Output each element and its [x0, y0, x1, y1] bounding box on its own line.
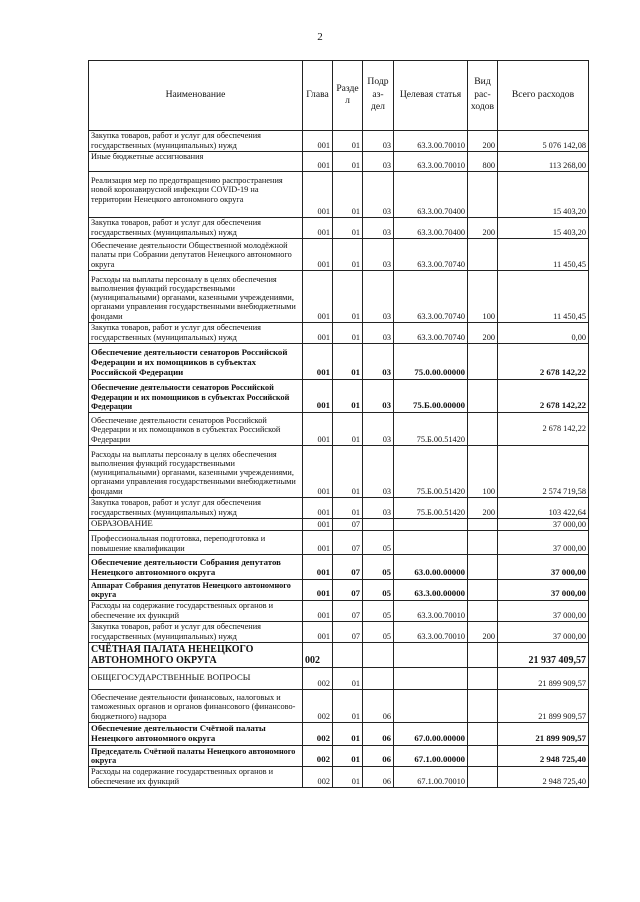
row-statya — [394, 690, 468, 723]
row-vid: 200 — [468, 622, 498, 643]
row-razdel: 01 — [333, 344, 363, 380]
row-podrazdel: 03 — [363, 380, 394, 413]
row-podrazdel: 05 — [363, 580, 394, 601]
header-glava: Глава — [303, 61, 333, 131]
header-total: Всего расходов — [498, 61, 589, 131]
row-vid — [468, 601, 498, 622]
row-name: ОБРАЗОВАНИЕ — [89, 519, 303, 531]
row-statya — [394, 531, 468, 555]
row-glava: 002 — [303, 690, 333, 723]
row-razdel: 07 — [333, 531, 363, 555]
row-name: Закупка товаров, работ и услуг для обеспечения государственных (муниципальных) нужд — [89, 498, 303, 519]
row-razdel: 01 — [333, 723, 363, 746]
row-podrazdel — [363, 519, 394, 531]
row-vid: 200 — [468, 323, 498, 344]
row-podrazdel: 06 — [363, 723, 394, 746]
table-row — [89, 746, 589, 767]
row-name: Расходы на содержание государственных органов и обеспечение их функций — [89, 601, 303, 622]
row-glava: 001 — [303, 131, 333, 152]
row-total: 2 948 725,40 — [498, 767, 589, 788]
row-name: Иные бюджетные ассигнования — [89, 152, 303, 172]
row-podrazdel: 03 — [363, 172, 394, 218]
row-podrazdel: 05 — [363, 622, 394, 643]
row-podrazdel: 03 — [363, 239, 394, 271]
row-glava: 001 — [303, 413, 333, 446]
row-total: 2 948 725,40 — [498, 746, 589, 767]
row-total: 103 422,64 — [498, 498, 589, 519]
table-row — [89, 152, 589, 172]
row-vid — [468, 555, 498, 580]
table-row — [89, 723, 589, 746]
row-glava: 001 — [303, 239, 333, 271]
row-name: Председатель Счётной палаты Ненецкого автономного округа — [89, 746, 303, 767]
table-row — [89, 622, 589, 643]
header-statya: Целевая статья — [394, 61, 468, 131]
row-podrazdel: 03 — [363, 131, 394, 152]
row-name: Расходы на выплаты персоналу в целях обеспечения выполнения функций государственными (муниципальными) органами, казенными учреждениями, органами управления государственными внебюджетными фондами — [89, 271, 303, 323]
row-name: Профессиональная подготовка, переподготовка и повышение квалификации — [89, 531, 303, 555]
row-name: Расходы на содержание государственных органов и обеспечение их функций — [89, 767, 303, 788]
row-podrazdel: 05 — [363, 601, 394, 622]
budget-table — [88, 60, 589, 788]
row-razdel: 07 — [333, 519, 363, 531]
row-podrazdel: 03 — [363, 498, 394, 519]
row-statya: 63.3.00.70400 — [394, 172, 468, 218]
row-glava: 001 — [303, 323, 333, 344]
row-total: 11 450,45 — [498, 239, 589, 271]
row-name: Обеспечение деятельности Собрания депутатов Ненецкого автономного округа — [89, 555, 303, 580]
page-number: 2 — [317, 31, 323, 43]
row-total: 2 678 142,22 — [498, 344, 589, 380]
row-podrazdel: 05 — [363, 555, 394, 580]
row-glava: 001 — [303, 531, 333, 555]
row-total: 15 403,20 — [498, 218, 589, 239]
row-vid — [468, 519, 498, 531]
row-vid — [468, 690, 498, 723]
row-total: 113 268,00 — [498, 152, 589, 172]
row-razdel: 01 — [333, 690, 363, 723]
table-row — [89, 131, 589, 152]
table-row — [89, 218, 589, 239]
table-row — [89, 555, 589, 580]
row-glava: 002 — [303, 767, 333, 788]
row-razdel: 01 — [333, 131, 363, 152]
row-podrazdel: 05 — [363, 531, 394, 555]
row-statya: 63.3.00.70010 — [394, 131, 468, 152]
row-glava: 001 — [303, 380, 333, 413]
row-statya: 75.Б.00.51420 — [394, 498, 468, 519]
row-podrazdel: 06 — [363, 746, 394, 767]
row-total: 37 000,00 — [498, 580, 589, 601]
table-row — [89, 498, 589, 519]
row-name: Закупка товаров, работ и услуг для обеспечения государственных (муниципальных) нужд — [89, 323, 303, 344]
row-name: Обеспечение деятельности Счётной палаты Ненецкого автономного округа — [89, 723, 303, 746]
table-row — [89, 519, 589, 531]
row-glava: 002 — [303, 668, 333, 690]
row-statya: 63.0.00.00000 — [394, 555, 468, 580]
row-name: Обеспечение деятельности сенаторов Российской Федерации и их помощников в субъектах Российской Федерации — [89, 413, 303, 446]
row-podrazdel: 03 — [363, 218, 394, 239]
table-header-row — [89, 61, 589, 131]
row-statya: 67.0.00.00000 — [394, 723, 468, 746]
row-glava: 001 — [303, 601, 333, 622]
row-podrazdel: 03 — [363, 271, 394, 323]
row-podrazdel: 03 — [363, 152, 394, 172]
row-glava: 001 — [303, 580, 333, 601]
row-statya: 63.3.00.70010 — [394, 622, 468, 643]
row-vid: 200 — [468, 131, 498, 152]
row-podrazdel — [363, 668, 394, 690]
row-glava: 001 — [303, 519, 333, 531]
row-razdel: 01 — [333, 767, 363, 788]
table-row — [89, 690, 589, 723]
row-name: Обеспечение деятельности Общественной молодёжной палаты при Собрании депутатов Ненецкого автономного округа — [89, 239, 303, 271]
row-razdel: 01 — [333, 413, 363, 446]
row-total: 37 000,00 — [498, 622, 589, 643]
table-row — [89, 239, 589, 271]
table-row — [89, 323, 589, 344]
table-row — [89, 413, 589, 446]
row-statya: 63.3.00.70010 — [394, 601, 468, 622]
row-statya: 75.Б.00.51420 — [394, 446, 468, 498]
row-razdel: 01 — [333, 323, 363, 344]
table-row — [89, 601, 589, 622]
row-total: 5 076 142,08 — [498, 131, 589, 152]
row-total: 21 899 909,57 — [498, 723, 589, 746]
row-name: Закупка товаров, работ и услуг для обеспечения государственных (муниципальных) нужд — [89, 622, 303, 643]
row-razdel: 01 — [333, 152, 363, 172]
table-body — [89, 131, 589, 788]
table-row — [89, 344, 589, 380]
row-vid: 100 — [468, 271, 498, 323]
row-glava: 001 — [303, 344, 333, 380]
table-row — [89, 271, 589, 323]
row-total: 2 678 142,22 — [498, 380, 589, 413]
row-vid: 200 — [468, 218, 498, 239]
table-row — [89, 580, 589, 601]
row-vid — [468, 580, 498, 601]
row-statya — [394, 668, 468, 690]
row-name: Реализация мер по предотвращению распространения новой коронавирусной инфекции COVID-19 на территории Ненецкого автономного округа — [89, 172, 303, 218]
row-total: 2 574 719,58 — [498, 446, 589, 498]
row-total: 37 000,00 — [498, 519, 589, 531]
row-name: ОБЩЕГОСУДАРСТВЕННЫЕ ВОПРОСЫ — [89, 668, 303, 690]
header-name: Наименование — [89, 61, 303, 131]
row-total: 37 000,00 — [498, 531, 589, 555]
row-statya — [394, 519, 468, 531]
row-razdel: 07 — [333, 622, 363, 643]
row-total: 21 899 909,57 — [498, 690, 589, 723]
row-glava: 002 — [303, 746, 333, 767]
row-podrazdel: 03 — [363, 323, 394, 344]
row-podrazdel: 03 — [363, 344, 394, 380]
row-vid — [468, 239, 498, 271]
row-razdel: 07 — [333, 555, 363, 580]
row-glava: 001 — [303, 271, 333, 323]
row-vid — [468, 643, 498, 668]
table-row — [89, 172, 589, 218]
row-razdel — [333, 643, 363, 668]
row-statya: 67.1.00.00000 — [394, 746, 468, 767]
row-vid — [468, 413, 498, 446]
row-name: Расходы на выплаты персоналу в целях обеспечения выполнения функций государственными (муниципальными) органами, казенными учреждениями, органами управления государственными внебюджетными фондами — [89, 446, 303, 498]
row-vid — [468, 344, 498, 380]
row-glava: 002 — [303, 723, 333, 746]
row-vid — [468, 767, 498, 788]
row-vid: 800 — [468, 152, 498, 172]
table-row — [89, 531, 589, 555]
row-razdel: 01 — [333, 172, 363, 218]
row-statya: 63.3.00.70740 — [394, 239, 468, 271]
table-row — [89, 767, 589, 788]
row-glava: 001 — [303, 498, 333, 519]
row-vid — [468, 668, 498, 690]
row-total: 11 450,45 — [498, 271, 589, 323]
row-statya: 67.1.00.70010 — [394, 767, 468, 788]
row-glava: 001 — [303, 446, 333, 498]
row-vid — [468, 531, 498, 555]
row-statya: 63.3.00.70400 — [394, 218, 468, 239]
row-razdel: 01 — [333, 239, 363, 271]
row-statya: 75.Б.00.00000 — [394, 380, 468, 413]
row-vid — [468, 723, 498, 746]
row-total: 0,00 — [498, 323, 589, 344]
row-name: Аппарат Собрания депутатов Ненецкого автономного округа — [89, 580, 303, 601]
row-razdel: 01 — [333, 218, 363, 239]
row-total: 21 899 909,57 — [498, 668, 589, 690]
row-glava: 001 — [303, 555, 333, 580]
row-glava: 001 — [303, 622, 333, 643]
row-statya: 63.3.00.00000 — [394, 580, 468, 601]
row-vid — [468, 746, 498, 767]
row-name: Обеспечение деятельности сенаторов Российской Федерации и их помощников в субъектах Российской Федерации — [89, 380, 303, 413]
row-podrazdel: 06 — [363, 690, 394, 723]
row-vid — [468, 380, 498, 413]
row-podrazdel — [363, 643, 394, 668]
row-vid — [468, 172, 498, 218]
row-statya: 63.3.00.70740 — [394, 271, 468, 323]
row-podrazdel: 06 — [363, 767, 394, 788]
row-statya: 75.0.00.00000 — [394, 344, 468, 380]
row-name: СЧЁТНАЯ ПАЛАТА НЕНЕЦКОГО АВТОНОМНОГО ОКРУГА — [89, 643, 303, 668]
row-name: Закупка товаров, работ и услуг для обеспечения государственных (муниципальных) нужд — [89, 218, 303, 239]
row-name: Обеспечение деятельности сенаторов Российской Федерации и их помощников в субъектах Российской Федерации — [89, 344, 303, 380]
row-podrazdel: 03 — [363, 413, 394, 446]
row-razdel: 01 — [333, 380, 363, 413]
row-vid: 200 — [468, 498, 498, 519]
row-glava: 001 — [303, 218, 333, 239]
table-row — [89, 380, 589, 413]
row-razdel: 07 — [333, 580, 363, 601]
row-statya: 63.3.00.70740 — [394, 323, 468, 344]
header-razdel: Разде л — [333, 61, 363, 131]
row-razdel: 01 — [333, 746, 363, 767]
row-total: 15 403,20 — [498, 172, 589, 218]
row-statya — [394, 643, 468, 668]
row-vid: 100 — [468, 446, 498, 498]
table-row — [89, 446, 589, 498]
row-statya: 75.Б.00.51420 — [394, 413, 468, 446]
row-glava: 001 — [303, 152, 333, 172]
row-total: 21 937 409,57 — [498, 643, 589, 668]
row-glava: 002 — [303, 643, 333, 668]
row-razdel: 07 — [333, 601, 363, 622]
table-row — [89, 643, 589, 668]
header-podrazdel: Подр аз- дел — [363, 61, 394, 131]
row-razdel: 01 — [333, 498, 363, 519]
table-row — [89, 668, 589, 690]
row-name: Закупка товаров, работ и услуг для обеспечения государственных (муниципальных) нужд — [89, 131, 303, 152]
row-razdel: 01 — [333, 668, 363, 690]
row-podrazdel: 03 — [363, 446, 394, 498]
row-total: 2 678 142,22 — [498, 413, 589, 446]
row-statya: 63.3.00.70010 — [394, 152, 468, 172]
header-vid: Вид рас- ходов — [468, 61, 498, 131]
row-total: 37 000,00 — [498, 601, 589, 622]
row-razdel: 01 — [333, 446, 363, 498]
row-total: 37 000,00 — [498, 555, 589, 580]
row-glava: 001 — [303, 172, 333, 218]
row-name: Обеспечение деятельности финансовых, налоговых и таможенных органов и органов финансового (финансово-бюджетного) надзора — [89, 690, 303, 723]
row-razdel: 01 — [333, 271, 363, 323]
